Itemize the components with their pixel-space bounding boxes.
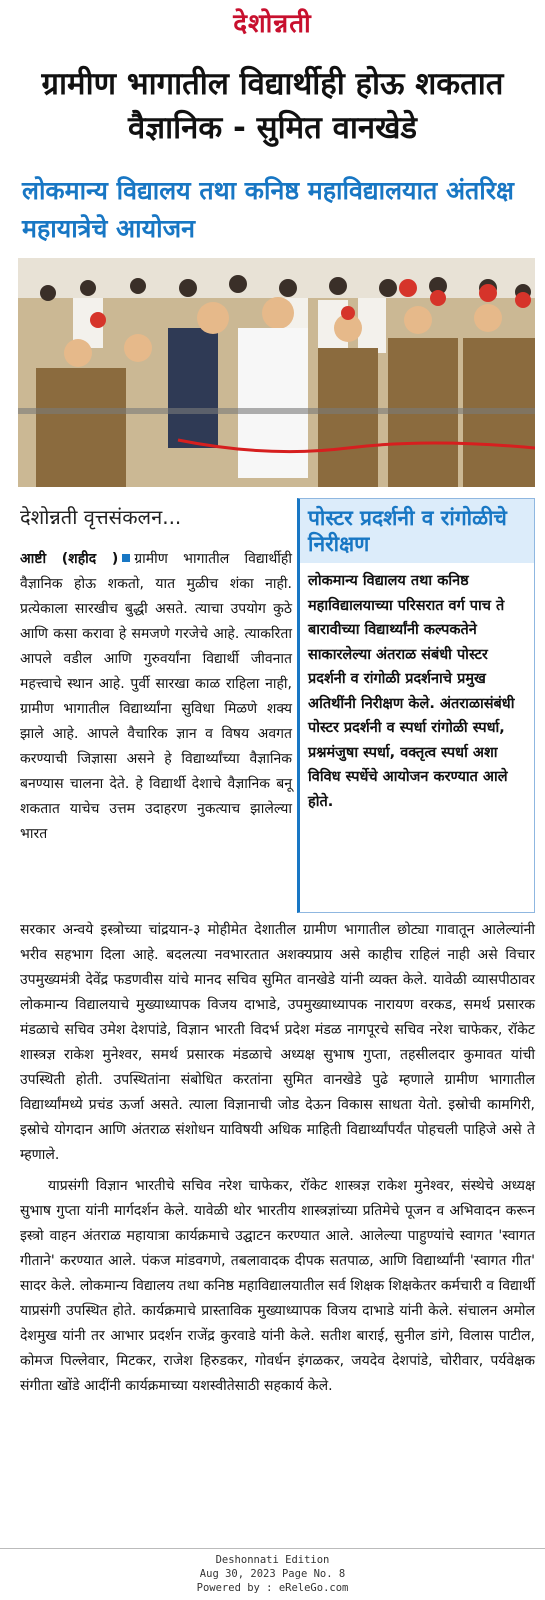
sidebar-body: लोकमान्य विद्यालय तथा कनिष्ठ महाविद्यालयाच्या परिसरात वर्ग पाच ते बारावीच्या विद्यार्थ्यांनी कल्पकतेने साकारलेल्या अंतराळ संबंधी पोस्टर प्रदर्शनी व रांगोळी प्रदर्शनाचे प्रमुख अतिथींनी निरीक्षण केले. अंतराळासंबंधी पोस्टर प्रदर्शनी व स्पर्धा रांगोळी स्पर्धा, प्रश्नमंजुषा स्पर्धा, वक्तृत्व स्पर्धा अशा विविध स्पर्धेचे आयोजन करण्यात आले होते. xyxy=(308,573,515,810)
footer-divider xyxy=(0,1548,545,1549)
article-lede xyxy=(20,547,292,847)
lede-text: ग्रामीण भागातील विद्यार्थीही वैज्ञानिक होऊ शकतो, यात मुळीच शंका नाही. प्रत्येकाला सारखीच बुद्धी असते. त्याचा उपयोग कुठे आणि कसा करावा हे समजणे गरजेचे आहे. त्याकरिता आपले वडील आणि गुरुवर्यांना विद्यार्थी जीवनात महत्त्वाचे स्थान आहे. पुर्वी सारखा काळ राहिला नाही, ग्रामीण भागातील विद्यार्थ्यांना सुविधा मिळणे शक्य झाले आहे. आपले वैचारिक ज्ञान व विषय अवगत करण्याची जिज्ञासा असने हे विद्यार्थ्यांच्या वैज्ञानिक बनण्यास चालना देते. हे विद्यार्थी देशाचे वैज्ञानिक बनू शकतात याचेच उत्तम उदाहरण नुकत्याच झालेल्या भारत xyxy=(20,551,292,842)
masthead-logo: देशोन्नती xyxy=(233,9,312,39)
footer-powered-link[interactable]: Powered by : eReleGo.com xyxy=(196,1582,349,1594)
article-body xyxy=(20,918,535,1399)
article-paragraph-2: याप्रसंगी विज्ञान भारतीचे सचिव नरेश चाफेकर, रॉकेट शास्त्रज्ञ राकेश मुनेश्वर, संस्थेचे अध्यक्ष सुभाष गुप्ता यांनी मार्गदर्शन केले. यावेळी थोर भारतीय शास्त्रज्ञांच्या प्रतिमेचे पूजन व अभिवादन करून इस्त्रो वाहन अंतराळ महायात्रा कार्यक्रमाचे उद्घाटन करण्यात आले. आलेल्या पाहुण्यांचे स्वागत 'स्वागत गीताने' करण्यात आले. पंकज मांडवगणे, तबलावादक दीपक सतपाळ, आणि विद्यार्थ्यांनी 'स्वागत गीत' सादर केले. लोकमान्य विद्यालय तथा कनिष्ठ महाविद्यालयातील सर्व शिक्षक शिक्षकेतर कर्मचारी व विद्यार्थी याप्रसंगी उपस्थित होते. कार्यक्रमाचे प्रास्ताविक मुख्याध्यापक विजय दाभाडे यांनी केले. संचालन अमोल देशमुख यांनी तर आभार प्रदर्शन राजेंद्र कुरवाडे यांनी केले. सतीश बाराई, सुनील डांगे, विलास पाटील, कोमज पिल्लेवार, मिटकर, राजेश हिरुडकर, गोवर्धन इंगळकर, जयदेव देशपांडे, चोरीवार, पर्यवेक्षक संगीता खोंडे आदींनी कार्यक्रमाच्या यशस्वीतेसाठी सहकार्य केले. xyxy=(20,1178,535,1394)
event-photo xyxy=(18,258,535,487)
footer xyxy=(0,1553,545,1595)
article-paragraph-1: सरकार अन्वये इस्त्रोच्या चांद्रयान-३ मोहीमेत देशातील ग्रामीण भागातील छोट्या गावातून आलेल्यांनी भरीव सहभाग दिला आहे. बदलत्या नवभारतात अशक्यप्राय असे काहीच राहिलं नाही असे विचार उपमुख्यमंत्री देवेंद्र फडणवीस यांचे मानद सचिव सुमित वानखेडे यांनी व्यक्त केले. यावेळी व्यासपीठावर लोकमान्य विद्यालयाचे मुख्याध्यापक विजय दाभाडे, उपमुख्याध्यापक नारायण वरकड, समर्थ प्रसारक मंडळाचे सचिव उमेश देशपांडे, विज्ञान भारती विदर्भ प्रदेश मंडळ नागपूरचे सचिव नरेश चाफेकर, रॉकेट शास्त्रज्ञ राकेश मुनेश्वर, समर्थ प्रसारक मंडळाचे अध्यक्ष सुभाष गुप्ता, तहसीलदार कुमावत यांची उपस्थिती होती. उपस्थितांना संबोधित करतांना सुमित वानखेडे पुढे म्हणाले ग्रामीण भागातील विद्यार्थ्यांमध्ये प्रचंड ऊर्जा असते. त्याला विज्ञानाची जोड देऊन विकास साधता येतो. इस्रोची कामगिरी, इस्रोचे योगदान आणि अंतराळ संशोधन याविषयी अधिक माहिती विद्यार्थ्यांपर्यंत पोहचली पाहिजे असे ते म्हणाले. xyxy=(20,922,535,1163)
footer-date-page: Aug 30, 2023 Page No. 8 xyxy=(199,1568,346,1580)
sidebar-title: पोस्टर प्रदर्शनी व रांगोळीचे निरीक्षण xyxy=(300,499,534,563)
byline: देशोन्नती वृत्तसंकलन... xyxy=(20,505,182,529)
subheadline: लोकमान्य विद्यालय तथा कनिष्ठ महाविद्यालयात अंतरिक्ष महायात्रेचे आयोजन xyxy=(22,176,514,243)
photo-illustration xyxy=(18,258,535,487)
headline: ग्रामीण भागातील विद्यार्थीही होऊ शकतात वैज्ञानिक - सुमित वानखेडे xyxy=(41,66,504,146)
masthead xyxy=(0,4,545,44)
sidebar-box xyxy=(297,498,535,913)
footer-edition: Deshonnati Edition xyxy=(215,1554,330,1566)
dateline: आष्टी (शहीद ) xyxy=(20,551,119,567)
square-bullet-icon xyxy=(122,554,130,562)
